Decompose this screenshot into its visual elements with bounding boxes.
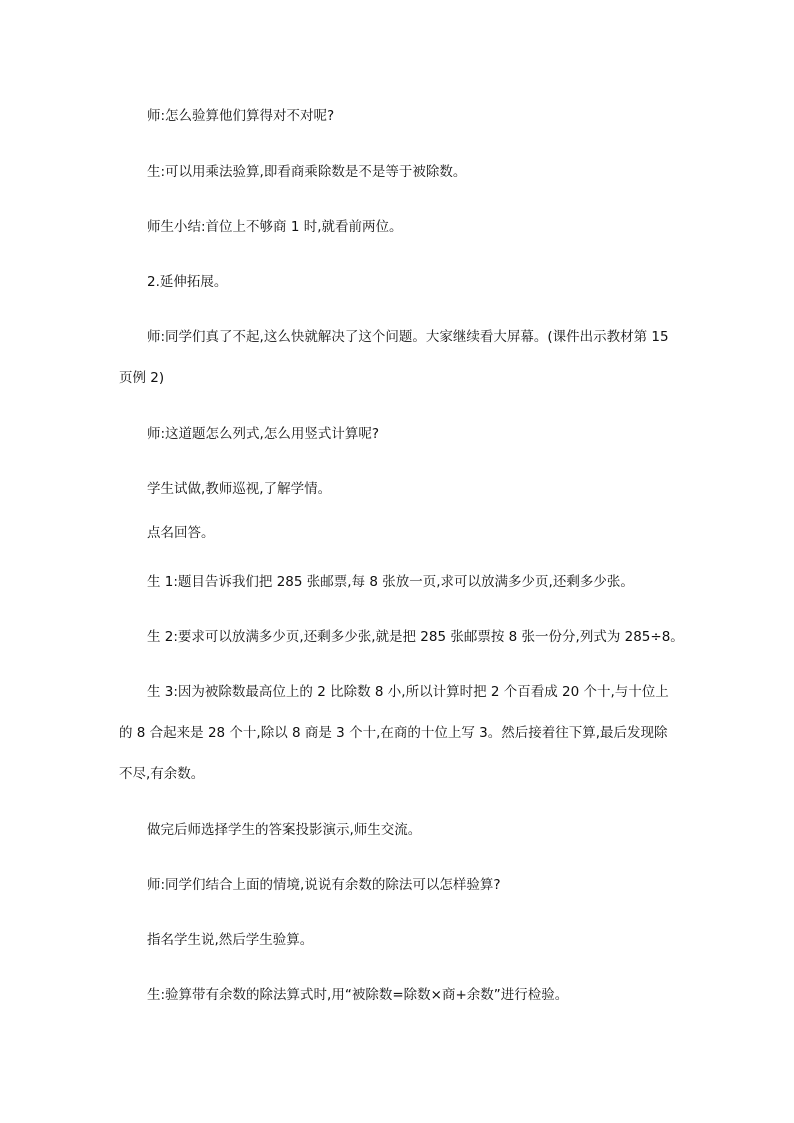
paragraph-15: 生:验算带有余数的除法算式时,用“被除数=除数×商+余数”进行检验。 <box>147 987 569 1003</box>
paragraph-5: 师:同学们真了不起,这么快就解决了这个问题。大家继续看大屏幕。(课件出示教材第 15 <box>147 329 669 345</box>
paragraph-13: 师:同学们结合上面的情境,说说有余数的除法可以怎样验算? <box>147 877 501 893</box>
paragraph-11-line-2: 的 8 合起来是 28 个十,除以 8 商是 3 个十,在商的十位上写 3。然后接着往下算,最后发现除 <box>119 725 668 741</box>
paragraph-5-continued: 页例 2) <box>119 370 165 386</box>
paragraph-1: 师:怎么验算他们算得对不对呢? <box>147 108 335 124</box>
paragraph-6: 师:这道题怎么列式,怎么用竖式计算呢? <box>147 426 380 442</box>
paragraph-9: 生 1:题目告诉我们把 285 张邮票,每 8 张放一页,求可以放满多少页,还剩多少张。 <box>147 574 634 590</box>
paragraph-11-line-3: 不尽,有余数。 <box>119 766 205 782</box>
paragraph-2: 生:可以用乘法验算,即看商乘除数是不是等于被除数。 <box>147 164 467 180</box>
paragraph-4: 2.延伸拓展。 <box>147 274 228 290</box>
paragraph-14: 指名学生说,然后学生验算。 <box>147 932 314 948</box>
paragraph-8: 点名回答。 <box>147 525 215 541</box>
paragraph-11: 生 3:因为被除数最高位上的 2 比除数 8 小,所以计算时把 2 个百看成 20 个十,与十位上 <box>147 684 669 700</box>
paragraph-12: 做完后师选择学生的答案投影演示,师生交流。 <box>147 822 422 838</box>
paragraph-7: 学生试做,教师巡视,了解学情。 <box>147 481 332 497</box>
paragraph-10: 生 2:要求可以放满多少页,还剩多少张,就是把 285 张邮票按 8 张一份分,列式为 285÷8。 <box>147 629 684 645</box>
paragraph-3: 师生小结:首位上不够商 1 时,就看前两位。 <box>147 219 403 235</box>
